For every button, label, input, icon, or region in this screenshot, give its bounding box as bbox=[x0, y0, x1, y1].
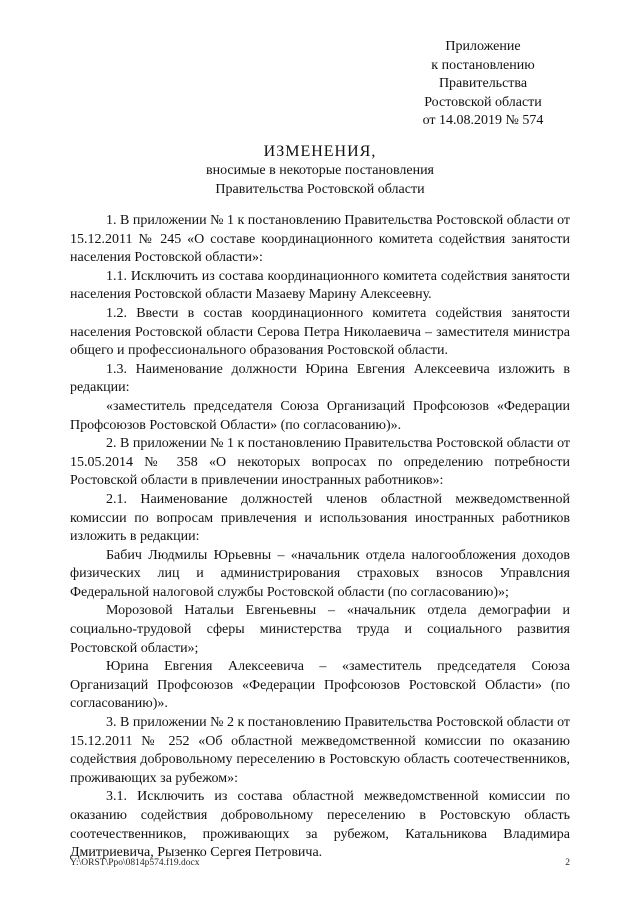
document-subtitle-line: вносимые в некоторые постановления bbox=[205, 163, 434, 178]
paragraph: «заместитель председателя Союза Организаций Профсоюзов «Федерации Профсоюзов Ростовской Области» (по согласованию)». bbox=[70, 398, 570, 433]
document-heading bbox=[70, 142, 570, 199]
paragraph: 1. В приложении № 1 к постановлению Правительства Ростовской области от 15.12.2011 № 245 «О составе координационного комитета содействия занятости населения Ростовской области»: bbox=[70, 213, 571, 266]
paragraph: 1.2. Ввести в состав координационного комитета содействия занятости населения Ростовской области Серова Петра Николаевича – заместителя министра общего и профессионального образования Ростовской области. bbox=[70, 305, 570, 359]
appendix-line: Приложение bbox=[445, 39, 521, 54]
page-footer bbox=[70, 857, 570, 869]
appendix-line: к постановлению bbox=[431, 57, 535, 73]
paragraph: 2.1. Наименование должностей членов областной межведомственной комиссии по вопросам привлечения и использования иностранных работников изложить в редакции: bbox=[70, 491, 570, 545]
paragraph: Юрина Евгения Алексеевича – «заместитель председателя Союза Организаций Профсоюзов «Федерации Профсоюзов Ростовской Области» (по согласованию)». bbox=[70, 659, 570, 712]
paragraph: 1.1. Исключить из состава координационного комитета содействия занятости населения Ростовской области Мазаеву Марину Алексеевну. bbox=[70, 268, 570, 303]
document-subtitle-line: Правительства Ростовской области bbox=[215, 181, 425, 197]
paragraph: 3.1. Исключить из состава областной межведомственной комиссии по оказанию содействия добровольному переселению в Ростовскую область соотечественников, проживающих за рубежом, Катальникова Владимира Дмитриевича, Рызенко Сергея Петровича. bbox=[70, 789, 570, 861]
document-body bbox=[70, 212, 570, 863]
page-number: 2 bbox=[565, 858, 570, 868]
paragraph: 1.3. Наименование должности Юрина Евгения Алексеевича изложить в редакции: bbox=[70, 361, 570, 396]
file-path: Y:\ORST\Ppo\0814p574.f19.docx bbox=[70, 858, 200, 868]
appendix-line: от 14.08.2019 № 574 bbox=[422, 113, 544, 128]
document-title: ИЗМЕНЕНИЯ, bbox=[263, 143, 377, 160]
appendix-line: Ростовской области bbox=[424, 94, 542, 110]
paragraph: 2. В приложении № 1 к постановлению Правительства Ростовской области от 15.05.2014 № 358 «О некоторых вопросах по определению потребности Ростовской области в привлечении иностранных работников»: bbox=[70, 436, 571, 489]
paragraph: Бабич Людмилы Юрьевны – «начальник отдела налогообложения доходов физических лиц и администрирования страховых взносов Управлсния Федеральной налоговой службы Ростовской области (по согласованию)»; bbox=[70, 547, 570, 600]
paragraph: 3. В приложении № 2 к постановлению Правительства Ростовской области от 15.12.2011 № 252 «Об областной межведомственной комиссии по оказанию содействия добровольному переселению в Ростовскую область соотечественников, проживающих за рубежом»: bbox=[70, 715, 571, 786]
paragraph: Морозовой Натальи Евгеньевны – «начальник отдела демографии и социально-трудовой сферы министерства труда и социального развития Ростовской области»; bbox=[70, 603, 570, 656]
appendix-block bbox=[398, 38, 568, 131]
appendix-line: Правительства bbox=[438, 76, 528, 91]
